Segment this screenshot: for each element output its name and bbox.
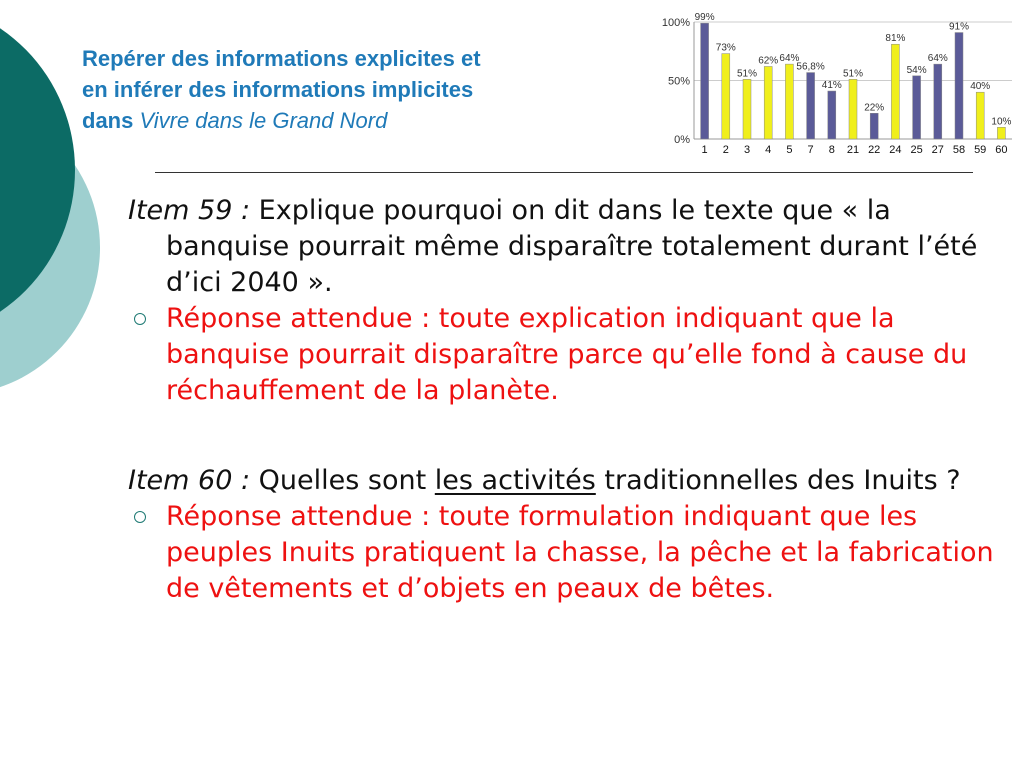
chart-x-tick-label: 27 xyxy=(931,144,944,156)
item-60-question-after: traditionnelles des Inuits ? xyxy=(595,465,961,496)
chart-x-tick-label: 60 xyxy=(995,144,1008,156)
chart-data-label: 40% xyxy=(970,81,991,93)
item-59-question-text: Explique pourquoi on dit dans le texte que « la banquise pourrait même disparaître totalement durant l’été d’ici 2040 ». xyxy=(166,195,978,298)
chart-bar xyxy=(955,33,963,139)
title-line-3 xyxy=(82,105,622,136)
chart-bar xyxy=(891,44,899,139)
chart-x-tick-label: 7 xyxy=(807,144,814,156)
chart-bar xyxy=(764,66,772,139)
chart-data-label: 51% xyxy=(736,68,758,80)
title-line-2: en inférer des informations implicites xyxy=(82,77,474,102)
chart-data-label: 10% xyxy=(991,116,1012,128)
slide-title xyxy=(82,43,622,136)
chart-data-label: 64% xyxy=(779,53,800,65)
bullet-icon xyxy=(134,511,146,523)
chart-bar xyxy=(913,76,921,139)
book-title: Vivre dans le Grand Nord xyxy=(139,108,388,133)
chart-x-tick-label: 8 xyxy=(828,144,835,156)
chart-x-tick-label: 24 xyxy=(889,144,902,156)
chart-bar xyxy=(743,79,751,139)
item-60-answer xyxy=(128,499,1000,607)
chart-x-tick-label: 21 xyxy=(846,144,860,156)
item-60-answer-text: Réponse attendue : toute formulation indiquant que les peuples Inuits pratiquent la chasse, la pêche et la fabrication de vêtements et d’objets en peaux de bêtes. xyxy=(166,501,994,604)
chart-bar xyxy=(870,113,878,139)
chart-data-label: 73% xyxy=(715,42,736,54)
chart-bar xyxy=(934,64,942,139)
chart-x-tick-label: 2 xyxy=(722,144,729,156)
chart-y-tick-label: 100% xyxy=(661,17,690,29)
chart-bar xyxy=(807,73,815,139)
chart-bar xyxy=(785,64,793,139)
chart-bar xyxy=(828,91,836,139)
chart-data-label: 81% xyxy=(885,33,906,45)
chart-x-tick-label: 25 xyxy=(910,144,923,156)
chart-x-tick-label: 22 xyxy=(868,144,881,156)
title-line-3-prefix: dans xyxy=(82,108,140,133)
chart-x-tick-label: 1 xyxy=(701,144,708,156)
slide-body xyxy=(128,193,1000,607)
bullet-icon xyxy=(134,313,146,325)
chart-x-tick-label: 5 xyxy=(786,144,793,156)
chart-bar xyxy=(997,127,1005,139)
item-59-label: Item 59 : xyxy=(128,195,251,226)
chart-data-label: 62% xyxy=(758,55,779,67)
chart-data-label: 54% xyxy=(906,64,927,76)
chart-bar xyxy=(976,92,984,139)
chart-data-label: 51% xyxy=(842,68,864,80)
chart-bar xyxy=(701,23,709,139)
item-59-answer-text: Réponse attendue : toute explication indiquant que la banquise pourrait disparaître parce qu’elle fond à cause du réchauffement de la planète. xyxy=(166,303,968,406)
chart-data-label: 99% xyxy=(694,12,715,24)
chart-x-tick-label: 58 xyxy=(952,144,966,156)
chart-data-label: 64% xyxy=(927,53,948,65)
title-divider xyxy=(155,172,973,173)
item-59-answer xyxy=(128,301,1000,409)
chart-data-label: 41% xyxy=(821,80,842,92)
title-line-1: Repérer des informations explicites et xyxy=(82,46,481,71)
chart-bar xyxy=(722,54,730,139)
item-60-question xyxy=(128,463,1000,499)
item-60-label: Item 60 : xyxy=(128,465,251,496)
item-60-question-before: Quelles sont xyxy=(250,465,435,496)
chart-x-tick-label: 59 xyxy=(974,144,987,156)
item-60-underlined: les activités xyxy=(434,465,596,496)
chart-data-label: 56,8% xyxy=(796,61,825,73)
results-bar-chart xyxy=(650,8,1015,168)
chart-y-tick-label: 0% xyxy=(674,134,690,146)
item-59-question xyxy=(128,193,1000,301)
chart-bar xyxy=(849,79,857,139)
chart-x-tick-label: 4 xyxy=(765,144,772,156)
chart-data-label: 91% xyxy=(948,21,970,33)
chart-x-tick-label: 3 xyxy=(743,144,751,156)
chart-data-label: 22% xyxy=(864,102,885,114)
chart-y-tick-label: 50% xyxy=(667,75,690,88)
